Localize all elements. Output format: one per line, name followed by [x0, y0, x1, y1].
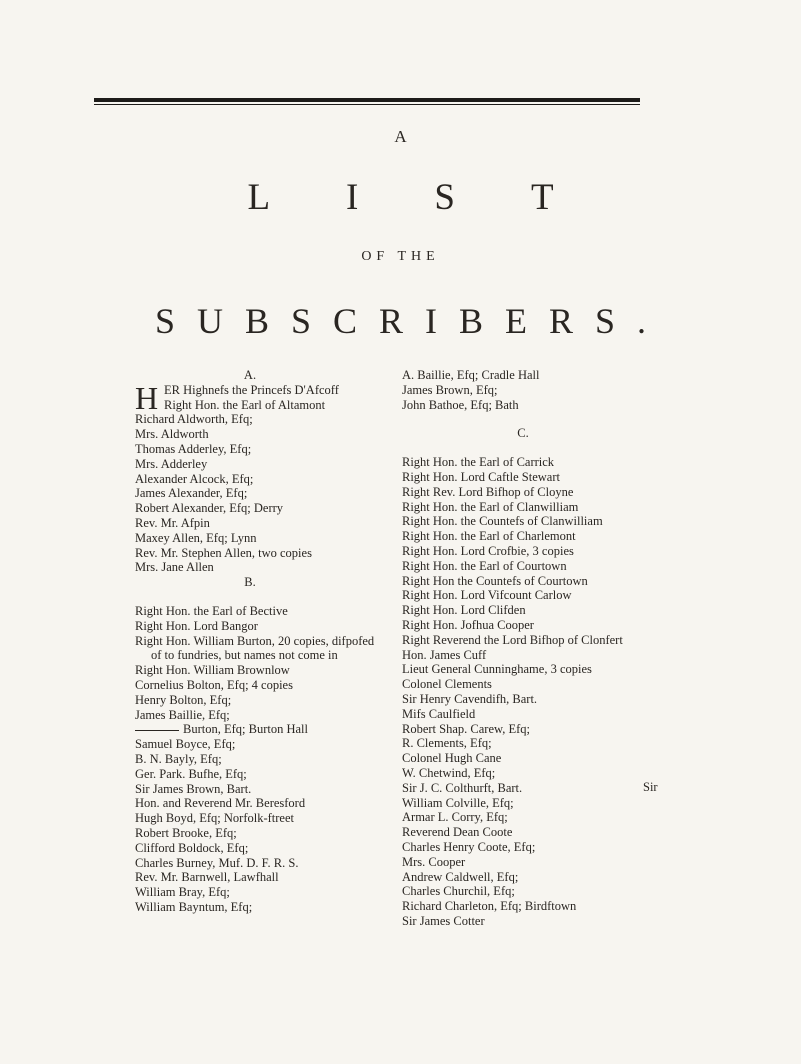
list-item: Right Hon. the Earl of Altamont — [164, 397, 326, 412]
list-item: Lieut General Cunninghame, 3 copies — [402, 662, 592, 677]
list-item: Charles Burney, Muf. D. F. R. S. — [135, 855, 299, 870]
list-item: A. Baillie, Efq; Cradle Hall — [402, 368, 540, 382]
left-column — [135, 368, 385, 915]
list-item: Hugh Boyd, Efq; Norfolk-ftreet — [135, 811, 294, 826]
list-item: Mrs. Jane Allen — [135, 560, 214, 575]
list-item: Sir James Brown, Bart. — [135, 781, 252, 796]
list-item: William Bayntum, Efq; — [135, 899, 253, 914]
list-item: Reverend Dean Coote — [402, 825, 513, 840]
list-item: Right Hon the Countefs of Courtown — [402, 573, 588, 588]
list-item: Andrew Caldwell, Efq; — [402, 869, 519, 884]
list-item: Mifs Caulfield — [402, 706, 476, 721]
list-item: Right Hon. Lord Bangor — [135, 618, 258, 633]
list-item: B. N. Bayly, Efq; — [135, 751, 222, 766]
list-a — [135, 412, 385, 575]
heading-list: LIST — [247, 177, 630, 218]
list-item: Clifford Boldock, Efq; — [135, 840, 249, 855]
list-item: Right Hon. the Earl of Courtown — [402, 558, 567, 573]
list-item: Sir Henry Cavendifh, Bart. — [402, 691, 538, 706]
list-item: Right Hon. Jofhua Cooper — [402, 617, 534, 632]
list-item: Right Hon. William Brownlow — [135, 663, 290, 678]
list-item: John Bathoe, Efq; Bath — [402, 397, 519, 412]
section-heading-a: A. — [243, 368, 257, 382]
list-item: Robert Shap. Carew, Efq; — [402, 721, 530, 736]
list-item: Right Hon. Lord Crofbie, 3 copies — [402, 543, 574, 558]
list-item: Armar L. Corry, Efq; — [402, 810, 508, 825]
list-item: Richard Aldworth, Efq; — [135, 412, 253, 427]
list-item: Rev. Mr. Barnwell, Lawfhall — [135, 870, 279, 885]
list-item: Cornelius Bolton, Efq; 4 copies — [135, 677, 293, 692]
ditto-dash — [135, 730, 179, 731]
list-item: William Colville, Efq; — [402, 795, 514, 810]
list-item: Right Hon. the Earl of Bective — [135, 603, 288, 618]
list-item: Colonel Clements — [402, 677, 492, 692]
list-item: Rev. Mr. Afpin — [135, 515, 210, 530]
list-item: R. Clements, Efq; — [402, 736, 492, 751]
section-heading-c: C. — [517, 426, 529, 441]
list-item: Right Rev. Lord Bifhop of Cloyne — [402, 484, 574, 499]
list-item: Maxey Allen, Efq; Lynn — [135, 530, 257, 545]
list-item: Sir James Cotter — [402, 913, 485, 928]
list-item: Charles Henry Coote, Efq; — [402, 839, 536, 854]
list-item: Rev. Mr. Stephen Allen, two copies — [135, 545, 312, 560]
list-item: of to fundries, but names not come in — [151, 648, 338, 663]
heading-a: A — [394, 127, 407, 146]
top-rule-thin — [94, 104, 640, 105]
list-item — [135, 722, 385, 737]
list-item: Right Hon. Lord Caftle Stewart — [402, 469, 560, 484]
list-c — [402, 455, 664, 929]
list-item: James Alexander, Efq; — [135, 486, 248, 501]
opening-entry — [135, 379, 385, 416]
top-rule-thick — [94, 98, 640, 102]
list-item: Right Reverend the Lord Bifhop of Clonfert — [402, 632, 623, 647]
list-item: James Baillie, Efq; — [135, 707, 230, 722]
list-item: Hon. James Cuff — [402, 647, 487, 662]
section-heading-b: B. — [244, 575, 256, 590]
list-item: Sir J. C. Colthurft, Bart. — [402, 780, 523, 795]
section-gap — [402, 412, 664, 426]
catchword: Sir — [643, 780, 658, 794]
list-item: Hon. and Reverend Mr. Beresford — [135, 796, 306, 811]
list-item: Right Hon. Lord Clifden — [402, 603, 526, 618]
list-item-text: Burton, Efq; Burton Hall — [183, 722, 308, 737]
list-b2 — [135, 663, 385, 722]
list-item: W. Chetwind, Efq; — [402, 765, 496, 780]
drop-cap: H — [135, 379, 159, 416]
list-item: ER Highnefs the Princefs D'Afcoff — [164, 382, 339, 397]
right-column — [402, 368, 664, 929]
heading-subscribers: SUBSCRIBERS. — [154, 301, 669, 341]
list-item: Right Hon. the Countefs of Clanwilliam — [402, 514, 603, 529]
list-b3 — [135, 737, 385, 915]
list-a-continued — [402, 368, 664, 412]
list-b1 — [135, 604, 385, 648]
heading-of-the: OF THE — [361, 249, 440, 264]
list-item: James Brown, Efq; — [402, 382, 498, 397]
section-gap — [402, 441, 664, 455]
list-item: Mrs. Adderley — [135, 456, 208, 471]
list-item: William Bray, Efq; — [135, 885, 230, 900]
list-item: Ger. Park. Bufhe, Efq; — [135, 766, 247, 781]
list-item: Samuel Boyce, Efq; — [135, 737, 236, 752]
list-item: Robert Alexander, Efq; Derry — [135, 501, 284, 516]
list-item: Richard Charleton, Efq; Birdftown — [402, 899, 577, 914]
list-item: Thomas Adderley, Efq; — [135, 441, 252, 456]
list-item: Alexander Alcock, Efq; — [135, 471, 254, 486]
list-item: Robert Brooke, Efq; — [135, 825, 237, 840]
section-gap — [135, 590, 385, 604]
list-item: Right Hon. the Earl of Carrick — [402, 455, 555, 470]
list-item: Charles Churchil, Efq; — [402, 884, 515, 899]
list-item: Right Hon. Lord Vifcount Carlow — [402, 588, 572, 603]
list-item: Henry Bolton, Efq; — [135, 692, 232, 707]
list-item: Right Hon. the Earl of Clanwilliam — [402, 499, 579, 514]
list-item: Mrs. Aldworth — [135, 427, 209, 442]
list-item: Right Hon. William Burton, 20 copies, difpofed — [135, 633, 375, 648]
list-item: Mrs. Cooper — [402, 854, 466, 869]
list-item: Right Hon. the Earl of Charlemont — [402, 529, 576, 544]
list-item: Colonel Hugh Cane — [402, 751, 502, 766]
